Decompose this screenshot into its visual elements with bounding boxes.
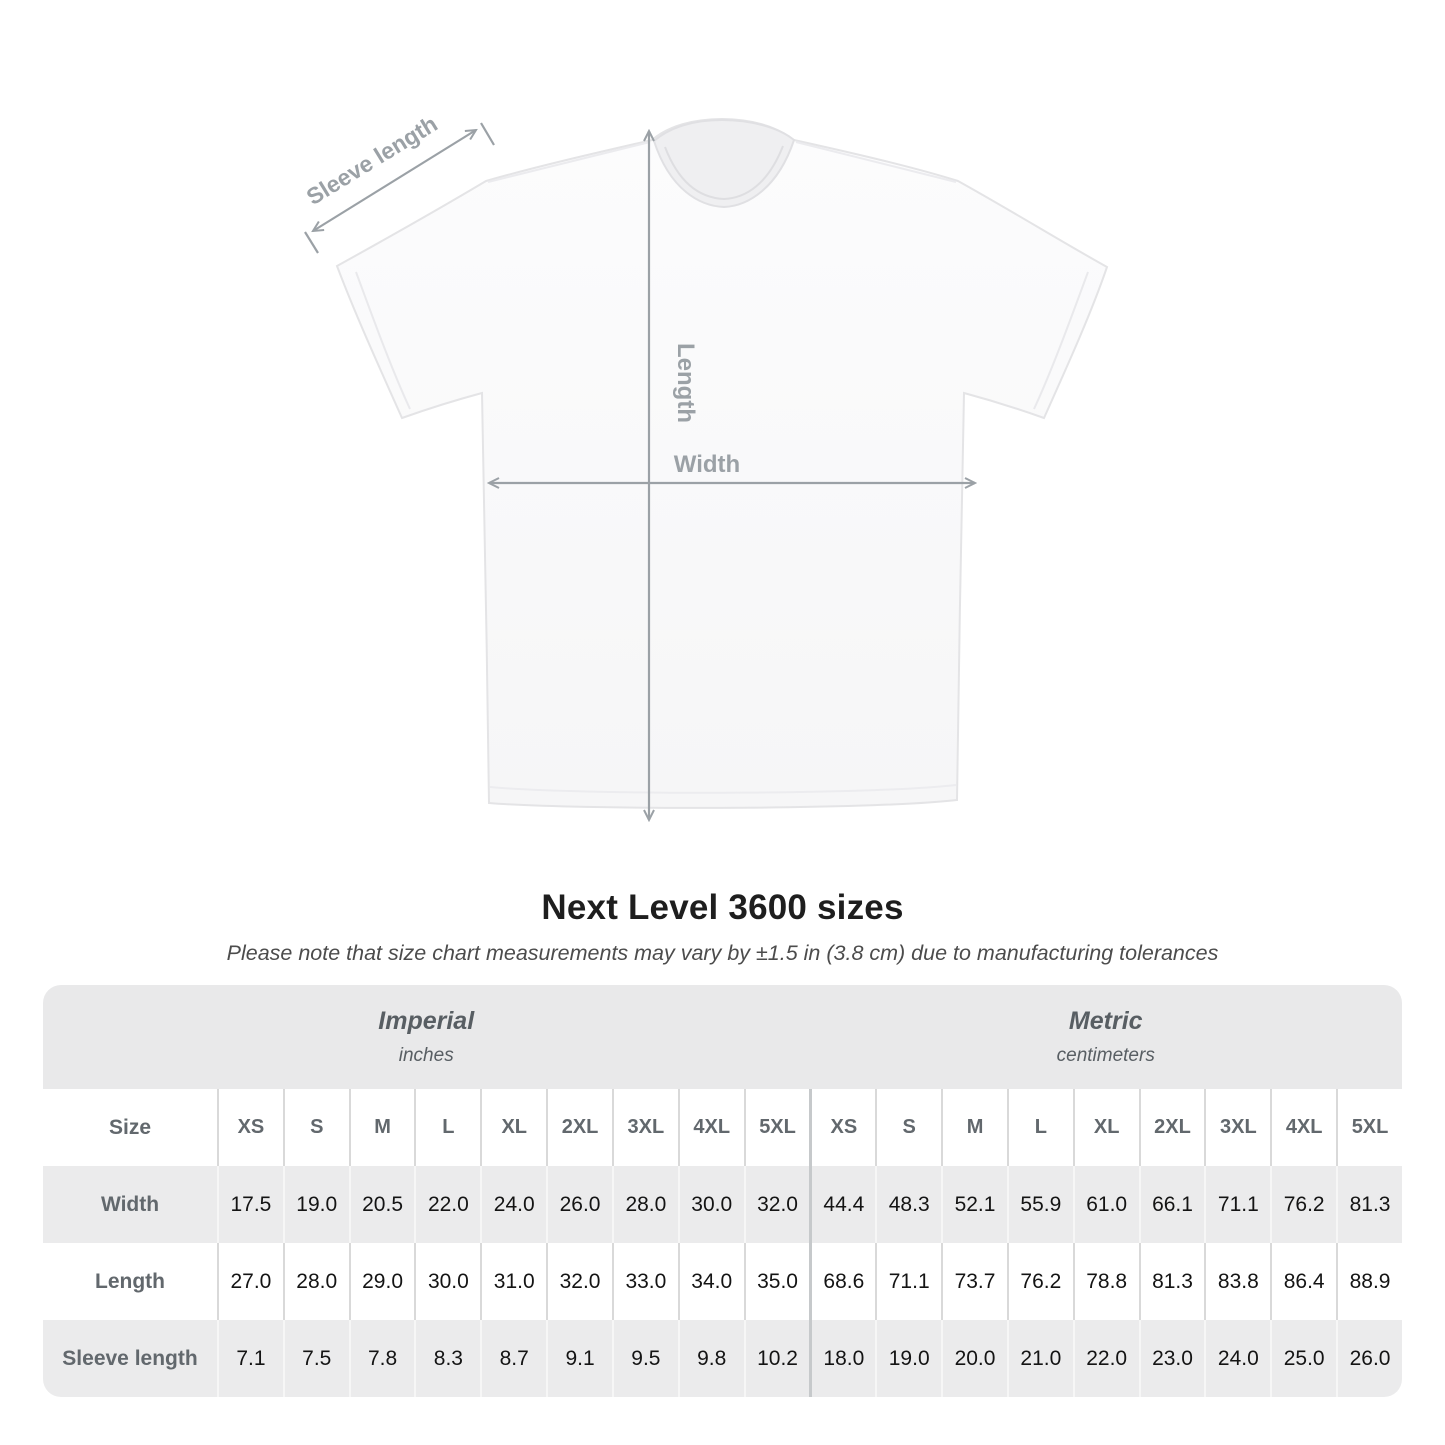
size-col-header: 5XL: [1336, 1089, 1402, 1166]
length-label: Length: [672, 343, 699, 423]
value-cell: 71.1: [1204, 1166, 1270, 1243]
value-cell: 7.8: [349, 1320, 415, 1397]
value-cell: 8.7: [480, 1320, 546, 1397]
value-cell: 7.1: [217, 1320, 283, 1397]
size-col-header: 4XL: [1270, 1089, 1336, 1166]
value-cell: 88.9: [1336, 1243, 1402, 1320]
table-row: [43, 1243, 1402, 1320]
page-title: Next Level 3600 sizes: [541, 888, 904, 927]
value-cell: 8.3: [414, 1320, 480, 1397]
size-col-header: XL: [1073, 1089, 1139, 1166]
value-cell: 23.0: [1139, 1320, 1205, 1397]
value-cell: 68.6: [809, 1243, 875, 1320]
size-col-header: S: [283, 1089, 349, 1166]
value-cell: 28.0: [612, 1166, 678, 1243]
size-header-label: Size: [43, 1089, 217, 1166]
value-cell: 22.0: [1073, 1320, 1139, 1397]
size-col-header: L: [414, 1089, 480, 1166]
size-header-row: [43, 1089, 1402, 1166]
value-cell: 34.0: [678, 1243, 744, 1320]
value-cell: 31.0: [480, 1243, 546, 1320]
size-col-header: XL: [480, 1089, 546, 1166]
value-cell: 78.8: [1073, 1243, 1139, 1320]
metric-group-header: [809, 985, 1402, 1089]
value-cell: 81.3: [1139, 1243, 1205, 1320]
size-col-header: M: [941, 1089, 1007, 1166]
tolerance-note: Please note that size chart measurements may vary by ±1.5 in (3.8 cm) due to manufacturing tolerances: [226, 941, 1219, 965]
value-cell: 76.2: [1270, 1166, 1336, 1243]
size-col-header: M: [349, 1089, 415, 1166]
value-cell: 48.3: [875, 1166, 941, 1243]
sleeve-length-label: Sleeve length: [301, 110, 442, 211]
value-cell: 19.0: [283, 1166, 349, 1243]
value-cell: 19.0: [875, 1320, 941, 1397]
value-cell: 86.4: [1270, 1243, 1336, 1320]
size-col-header: 3XL: [1204, 1089, 1270, 1166]
value-cell: 32.0: [546, 1243, 612, 1320]
value-cell: 20.5: [349, 1166, 415, 1243]
table-row: [43, 1166, 1402, 1243]
value-cell: 18.0: [809, 1320, 875, 1397]
value-cell: 30.0: [678, 1166, 744, 1243]
value-cell: 9.1: [546, 1320, 612, 1397]
imperial-group-header: [43, 985, 809, 1089]
row-label: Sleeve length: [43, 1320, 217, 1397]
metric-label: Metric: [1068, 1007, 1143, 1036]
value-cell: 55.9: [1007, 1166, 1073, 1243]
value-cell: 61.0: [1073, 1166, 1139, 1243]
size-col-header: 2XL: [1139, 1089, 1205, 1166]
value-cell: 20.0: [941, 1320, 1007, 1397]
value-cell: 33.0: [612, 1243, 678, 1320]
value-cell: 29.0: [349, 1243, 415, 1320]
value-cell: 7.5: [283, 1320, 349, 1397]
size-col-header: 3XL: [612, 1089, 678, 1166]
value-cell: 30.0: [414, 1243, 480, 1320]
value-cell: 22.0: [414, 1166, 480, 1243]
value-cell: 35.0: [744, 1243, 810, 1320]
value-cell: 10.2: [744, 1320, 810, 1397]
unit-group-header-row: [43, 985, 1402, 1089]
value-cell: 24.0: [480, 1166, 546, 1243]
size-col-header: 4XL: [678, 1089, 744, 1166]
value-cell: 44.4: [809, 1166, 875, 1243]
size-col-header: 2XL: [546, 1089, 612, 1166]
value-cell: 9.5: [612, 1320, 678, 1397]
value-cell: 73.7: [941, 1243, 1007, 1320]
size-table-grid: [43, 985, 1402, 1397]
row-label: Width: [43, 1166, 217, 1243]
value-cell: 83.8: [1204, 1243, 1270, 1320]
value-cell: 76.2: [1007, 1243, 1073, 1320]
value-cell: 21.0: [1007, 1320, 1073, 1397]
table-row: [43, 1320, 1402, 1397]
value-cell: 28.0: [283, 1243, 349, 1320]
value-cell: 26.0: [546, 1166, 612, 1243]
value-cell: 25.0: [1270, 1320, 1336, 1397]
value-cell: 66.1: [1139, 1166, 1205, 1243]
value-cell: 71.1: [875, 1243, 941, 1320]
value-cell: 26.0: [1336, 1320, 1402, 1397]
size-col-header: 5XL: [744, 1089, 810, 1166]
value-cell: 24.0: [1204, 1320, 1270, 1397]
imperial-unit-label: inches: [398, 1044, 454, 1066]
metric-unit-label: centimeters: [1056, 1044, 1155, 1066]
value-cell: 17.5: [217, 1166, 283, 1243]
value-cell: 9.8: [678, 1320, 744, 1397]
width-label: Width: [673, 451, 741, 478]
value-cell: 32.0: [744, 1166, 810, 1243]
value-cell: 52.1: [941, 1166, 1007, 1243]
row-label: Length: [43, 1243, 217, 1320]
imperial-label: Imperial: [378, 1007, 475, 1036]
value-cell: 27.0: [217, 1243, 283, 1320]
size-col-header: XS: [809, 1089, 875, 1166]
size-table-body: [43, 1166, 1402, 1397]
value-cell: 81.3: [1336, 1166, 1402, 1243]
size-col-header: S: [875, 1089, 941, 1166]
size-col-header: XS: [217, 1089, 283, 1166]
size-table: [43, 985, 1402, 1397]
size-col-header: L: [1007, 1089, 1073, 1166]
